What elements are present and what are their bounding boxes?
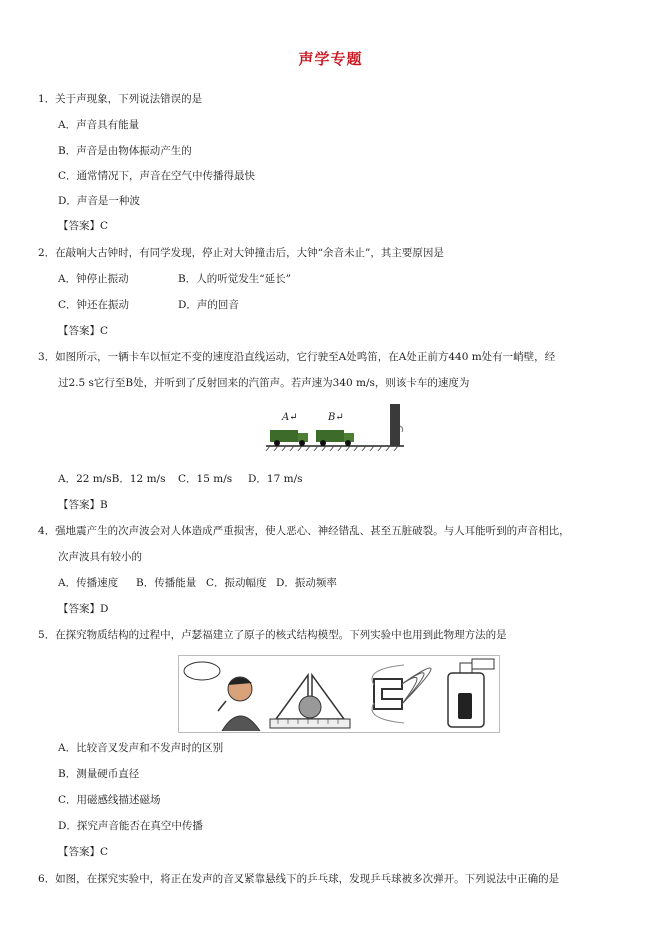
option-ab: A．22 m/sB．12 m/s [58, 473, 166, 485]
answer: 【答案】C [58, 220, 109, 232]
question-number: 2 [38, 247, 45, 259]
question-text: ．如图所示，一辆卡车以恒定不变的速度沿直线运动，它行驶至A处鸣笛，在A处正前方440 m处有一峭壁，经 [44, 351, 556, 363]
question-text: ．在敲响大古钟时，有同学发现，停止对大钟撞击后，大钟“余音未止”，其主要原因是 [44, 247, 444, 259]
truck-b-icon [316, 430, 354, 446]
option-b: B．传播能量 [136, 577, 197, 589]
option-c: C．通常情况下，声音在空气中传播得最快 [58, 170, 256, 182]
truck-a-icon [270, 430, 308, 446]
option-d: D．声音是一种波 [58, 195, 140, 207]
question-4 [38, 524, 570, 538]
option-d: D．声的回音 [178, 299, 239, 311]
question-text: ．强地震产生的次声波会对人体造成严重损害，使人恶心、神经错乱、甚至五脏破裂。与人耳能听到的声音相比， [44, 525, 570, 537]
option-d: D．17 m/s [248, 473, 303, 485]
question-number: 1 [38, 93, 45, 105]
option-c: C．15 m/s [178, 473, 233, 485]
experiments-figure [178, 655, 500, 733]
option-b: B．声音是由物体振动产生的 [58, 145, 192, 157]
option-a: A．声音具有能量 [58, 119, 140, 131]
option-c: C．振动幅度 [206, 577, 267, 589]
option-d: D．探究声音能否在真空中传播 [58, 820, 203, 832]
truck-cliff-figure [264, 400, 414, 452]
question-1 [38, 92, 202, 106]
option-d: D．振动频率 [276, 577, 337, 589]
question-number: 3 [38, 351, 45, 363]
question-6 [38, 872, 559, 886]
question-text-continued: 过2.5 s它行至B处，并听到了反射回来的汽笛声。若声速为340 m/s，则该卡车的速度为 [58, 377, 470, 389]
question-text: ．关于声现象，下列说法错误的是 [44, 93, 203, 105]
answer: 【答案】C [58, 846, 109, 858]
option-b: B．人的听觉发生“延长” [178, 273, 291, 285]
question-3 [38, 350, 555, 364]
question-number: 5 [38, 629, 45, 641]
question-2 [38, 246, 444, 260]
label-b: B↵ [328, 412, 344, 423]
option-a: A．传播速度 [58, 577, 119, 589]
answer: 【答案】D [58, 603, 109, 615]
option-a: A．比较音叉发声和不发声时的区别 [58, 742, 224, 754]
answer: 【答案】C [58, 325, 109, 337]
answer: 【答案】B [58, 499, 108, 511]
option-c: C．用磁感线描述磁场 [58, 794, 161, 806]
question-text: ．如图，在探究实验中，将正在发声的音叉紧靠悬线下的乒乓球，发现乒乓球被多次弹开。下列说法中正确的是 [44, 873, 560, 885]
option-c: C．钟还在振动 [58, 299, 130, 311]
label-a: A↵ [282, 412, 298, 423]
option-a: A．钟停止振动 [58, 273, 129, 285]
document-title: 声学专题 [298, 50, 363, 68]
question-5 [38, 628, 507, 642]
question-text: ．在探究物质结构的过程中，卢瑟福建立了原子的核式结构模型。下列实验中也用到此物理方法的是 [44, 629, 507, 641]
option-b: B．测量硬币直径 [58, 768, 140, 780]
question-number: 6 [38, 873, 45, 885]
question-number: 4 [38, 525, 45, 537]
question-text-continued: 次声波具有较小的 [58, 551, 142, 563]
